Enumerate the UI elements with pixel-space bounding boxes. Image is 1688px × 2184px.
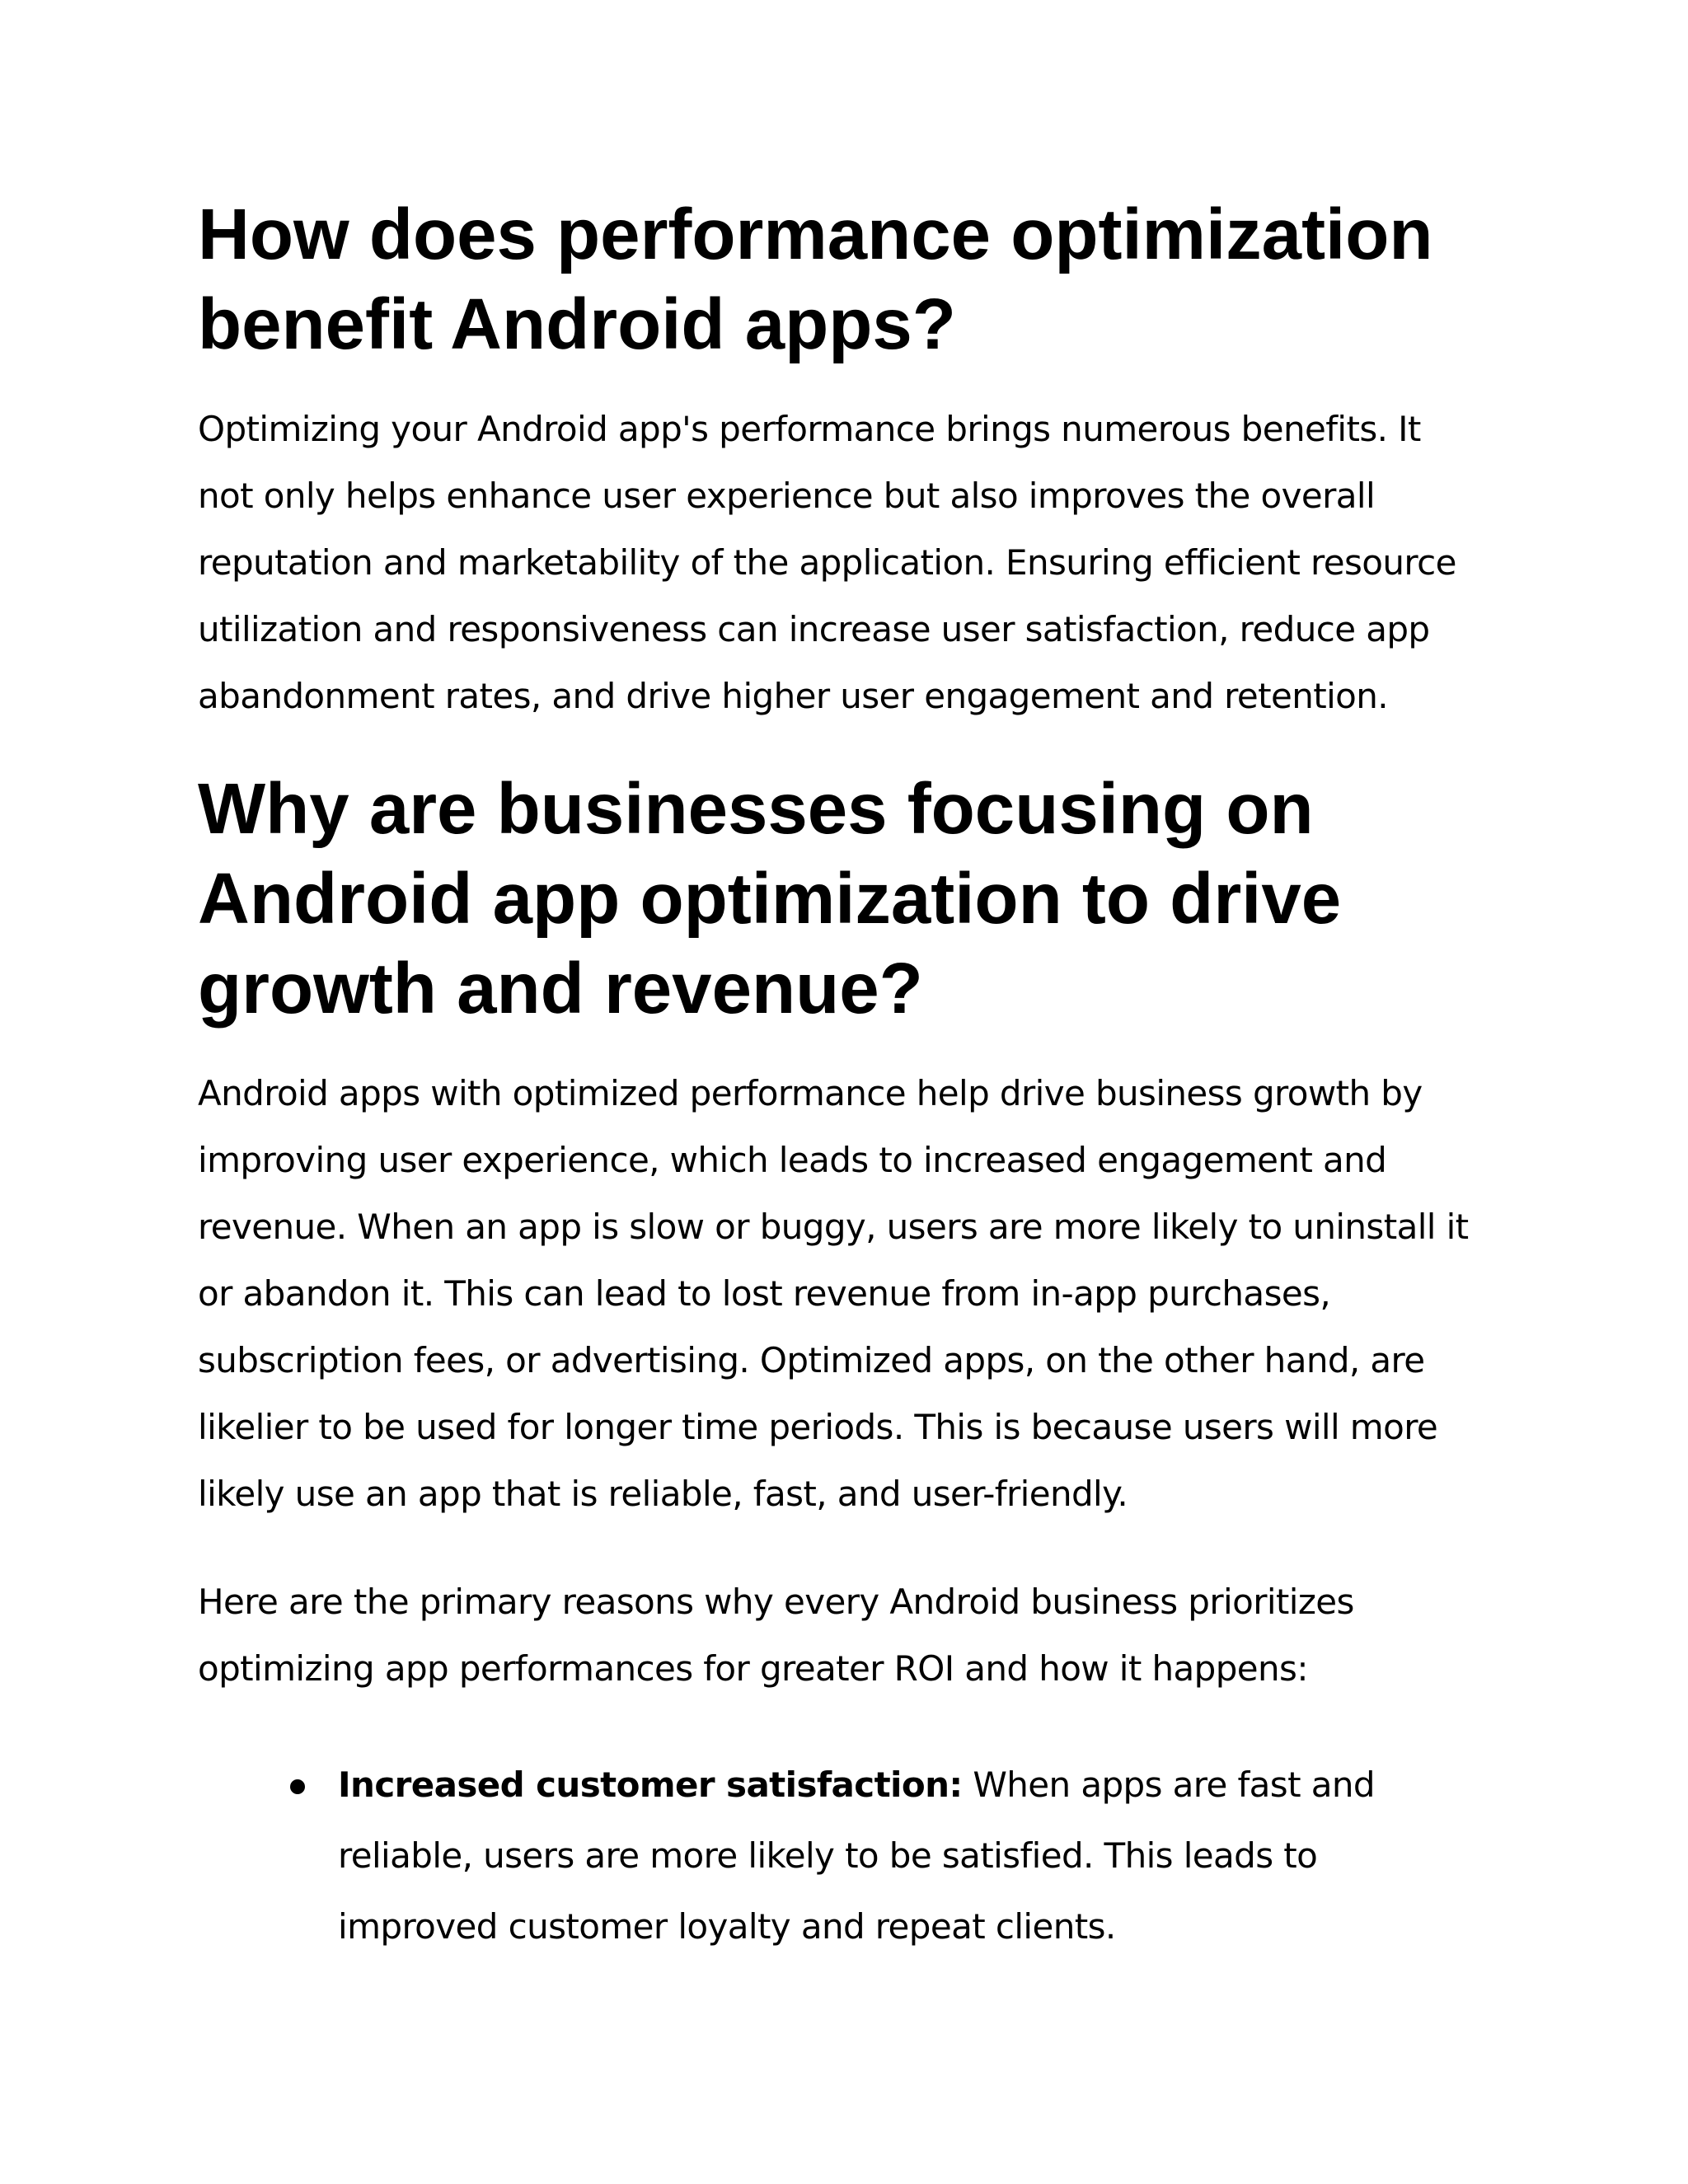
list-item-title: Increased customer satisfaction: xyxy=(338,1765,963,1805)
section-heading: Why are businesses focusing on Android app optimization to drive growth and revenue? xyxy=(198,769,1342,1029)
bullet-list xyxy=(198,1750,1484,1962)
document-page xyxy=(198,190,1484,1962)
paragraph: Optimizing your Android app's performance brings numerous benefits. It not only helps enhance user experience but also improves the overall reputation and marketability of the application. Ensuring efficient resource utilization and responsiveness can increase user satisfaction, reduce app abandonment rates, and drive higher user engagement and retention. xyxy=(198,409,1456,716)
section-heading: How does performance optimization benefit Android apps? xyxy=(198,194,1433,364)
paragraph: Here are the primary reasons why every Android business prioritizes optimizing app performances for greater ROI and how it happens: xyxy=(198,1582,1354,1689)
list-item xyxy=(338,1750,1484,1962)
bullet-icon xyxy=(290,1779,305,1794)
list-item-text: When apps are fast and reliable, users are more likely to be satisfied. This leads to improved customer loyalty and repeat clients. xyxy=(338,1765,1375,1947)
paragraph: Android apps with optimized performance help drive business growth by improving user experience, which leads to increased engagement and revenue. When an app is slow or buggy, users are more likely to uninstall it or abandon it. This can lead to lost revenue from in-app purchases, subscription fees, or advertising. Optimized apps, on the other hand, are likelier to be used for longer time periods. This is because users will more likely use an app that is reliable, fast, and user-friendly. xyxy=(198,1073,1469,1514)
